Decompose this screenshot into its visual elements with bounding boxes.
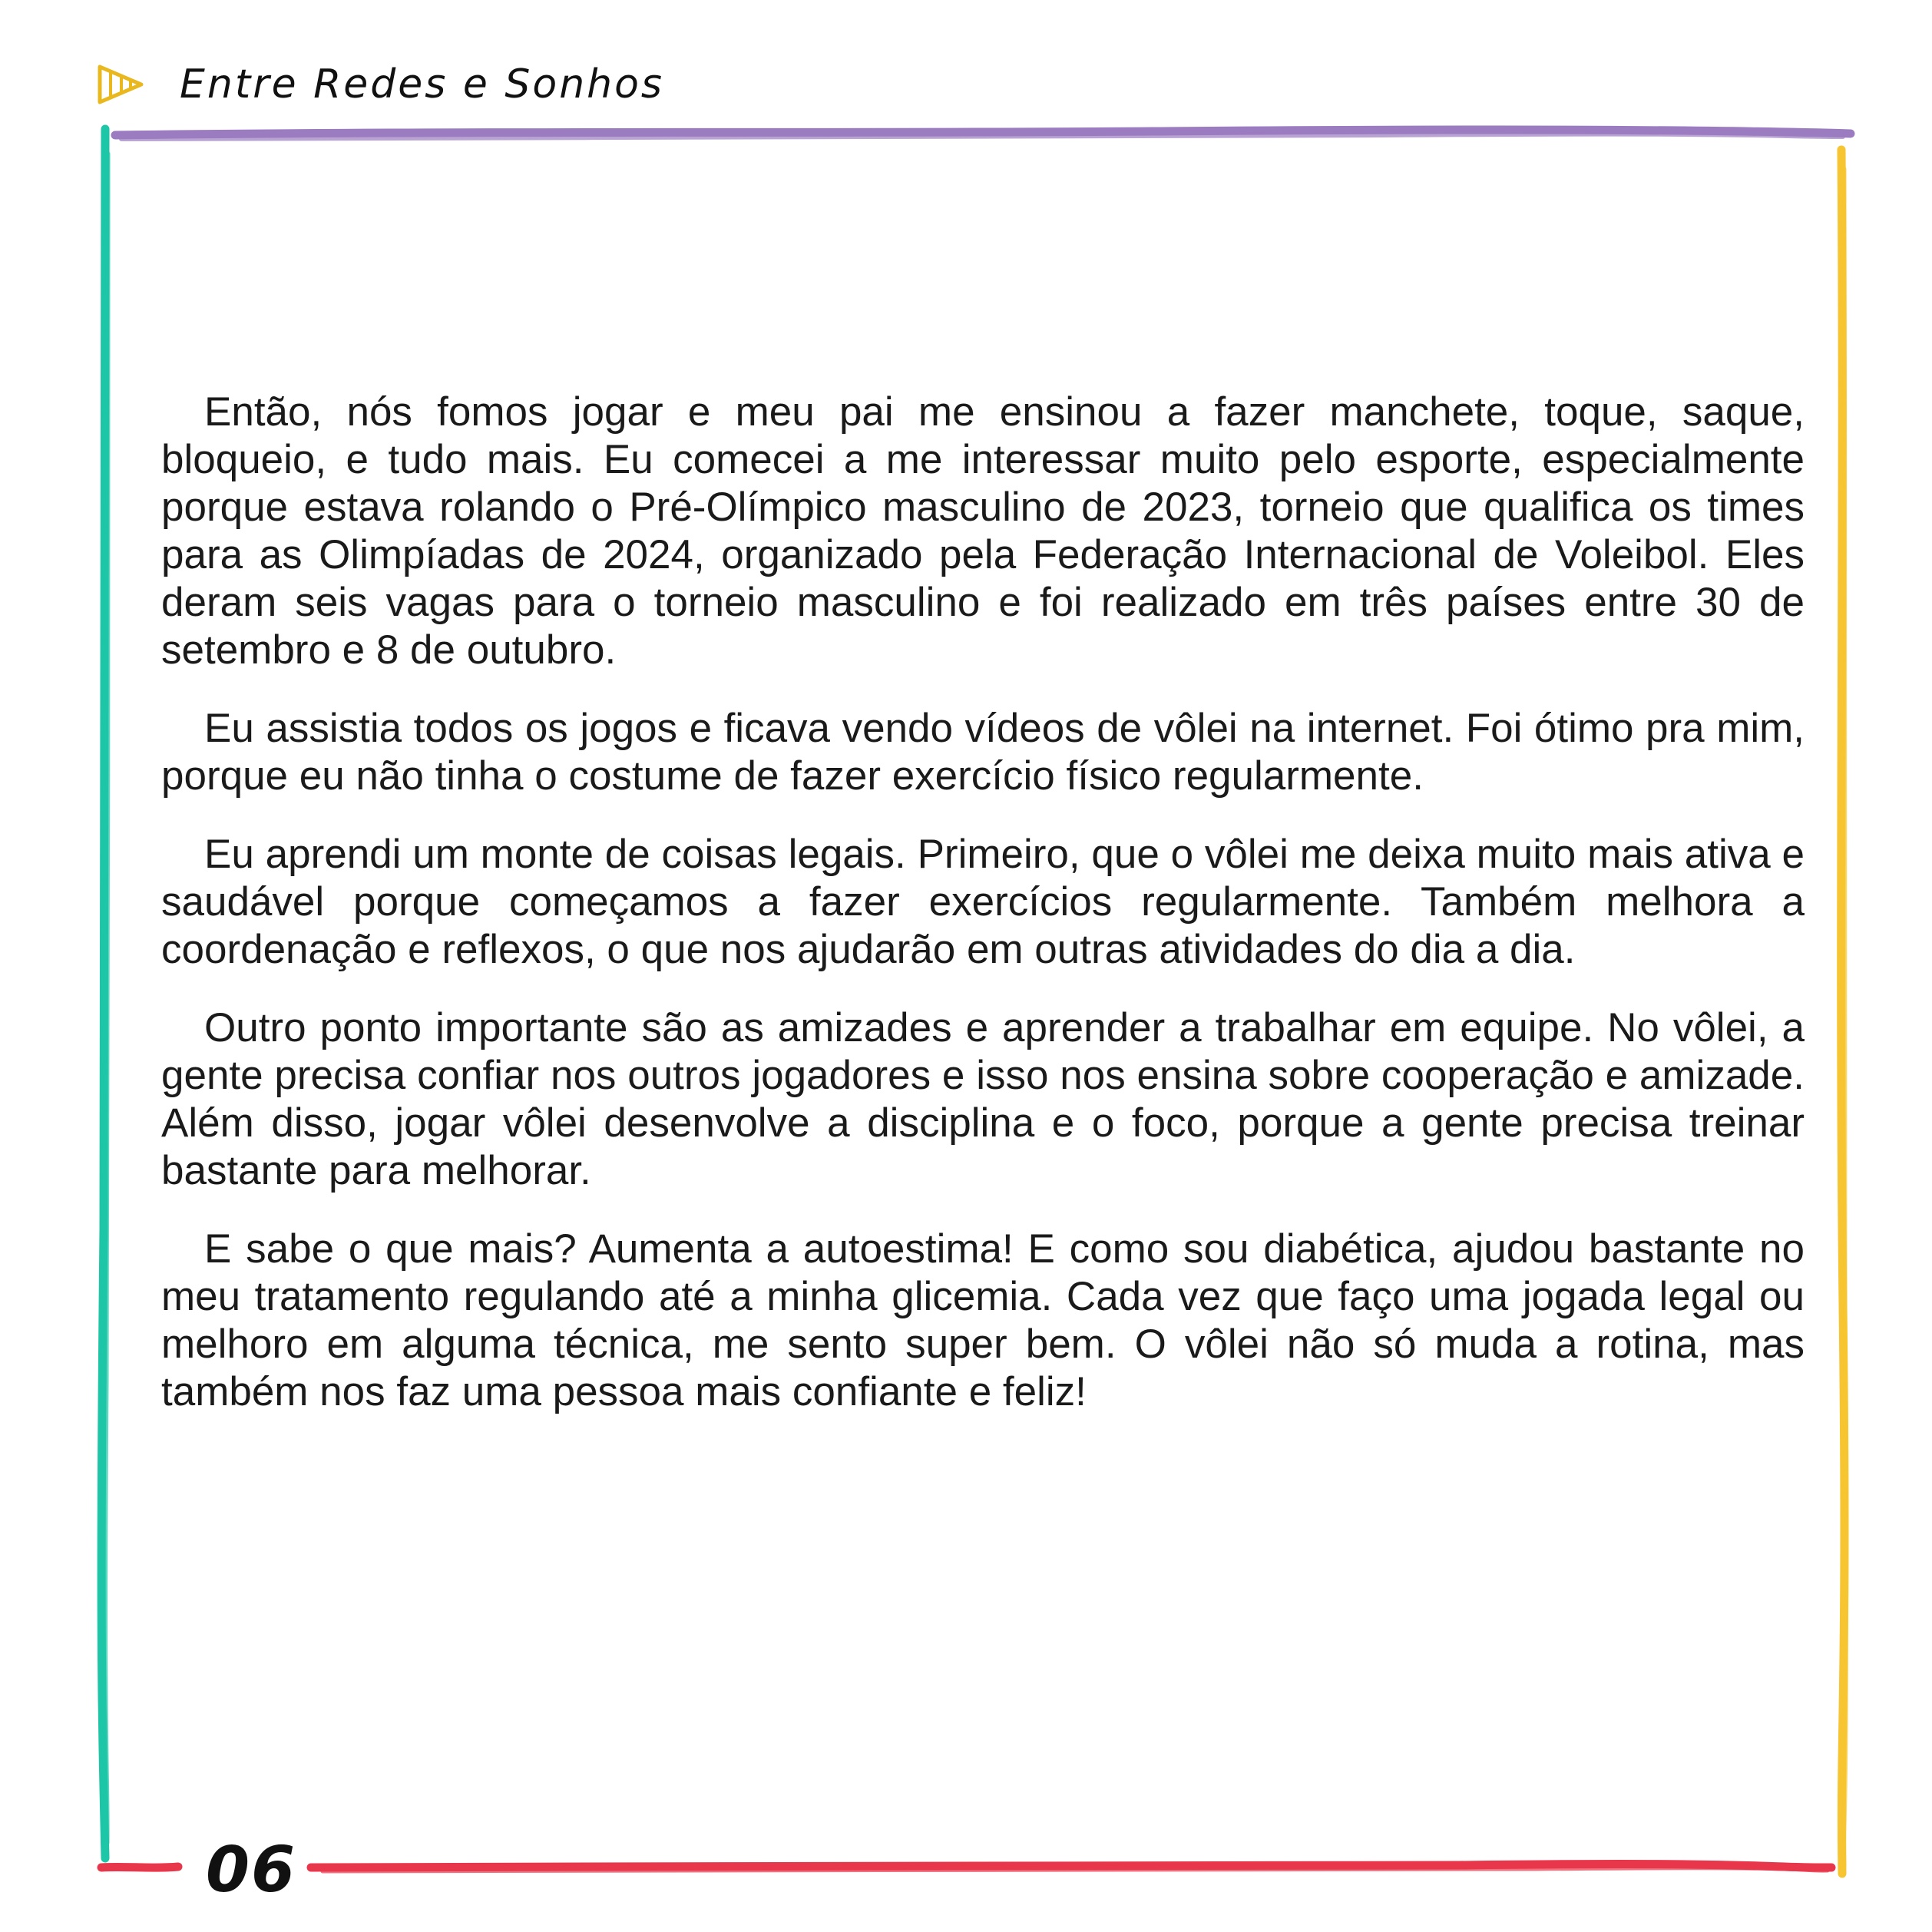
left-border-stroke <box>106 154 108 1843</box>
paragraph: Eu assistia todos os jogos e ficava vendo vídeos de vôlei na internet. Foi ótimo pra mim, porque eu não tinha o costume de fazer exercício físico regularmente. <box>161 706 1805 799</box>
paragraph: E sabe o que mais? Aumenta a autoestima! E como sou diabética, ajudou bastante no meu tratamento regulando até a minha glicemia. Cada vez que faço uma jogada legal ou melhoro em alguma técnica, me sento super bem. O vôlei não só muda a rotina, mas também nos faz uma pessoa mais confiante e feliz! <box>161 1226 1805 1414</box>
body-text <box>161 389 1805 1447</box>
page-header <box>95 54 664 115</box>
paragraph: Então, nós fomos jogar e meu pai me ensinou a fazer manchete, toque, saque, bloqueio, e tudo mais. Eu comecei a me interessar muito pelo esporte, especialmente porque estava rolando o Pré-Olímpico masculino de 2023, torneio que qualifica os times para as Olimpíadas de 2024, organizado pela Federação Internacional de Voleibol. Eles deram seis vagas para o torneio masculino e foi realizado em três países entre 30 de setembro e 8 de outubro. <box>161 389 1805 673</box>
left-border <box>101 129 105 1858</box>
bottom-border-right-stroke <box>323 1868 1828 1871</box>
bottom-border-right <box>311 1864 1831 1867</box>
paragraph: Outro ponto importante são as amizades e aprender a trabalhar em equipe. No vôlei, a gente precisa confiar nos outros jogadores e isso nos ensina sobre cooperação e amizade. Além disso, jogar vôlei desenvolve a disciplina e o foco, porque a gente precisa treinar bastante para melhorar. <box>161 1005 1805 1193</box>
play-triangle-icon <box>95 59 146 110</box>
right-border <box>1841 150 1844 1874</box>
book-title: Entre Redes e Sonhos <box>180 61 665 108</box>
top-border-stroke <box>121 134 1843 139</box>
top-border <box>115 130 1851 135</box>
page-number: 06 <box>206 1834 297 1907</box>
paragraph: Eu aprendi um monte de coisas legais. Primeiro, que o vôlei me deixa muito mais ativa e saudável porque começamos a fazer exercícios regularmente. Também melhora a coordenação e reflexos, o que nos ajudarão em outras atividades do dia a dia. <box>161 832 1805 972</box>
right-border-stroke <box>1844 169 1846 1866</box>
